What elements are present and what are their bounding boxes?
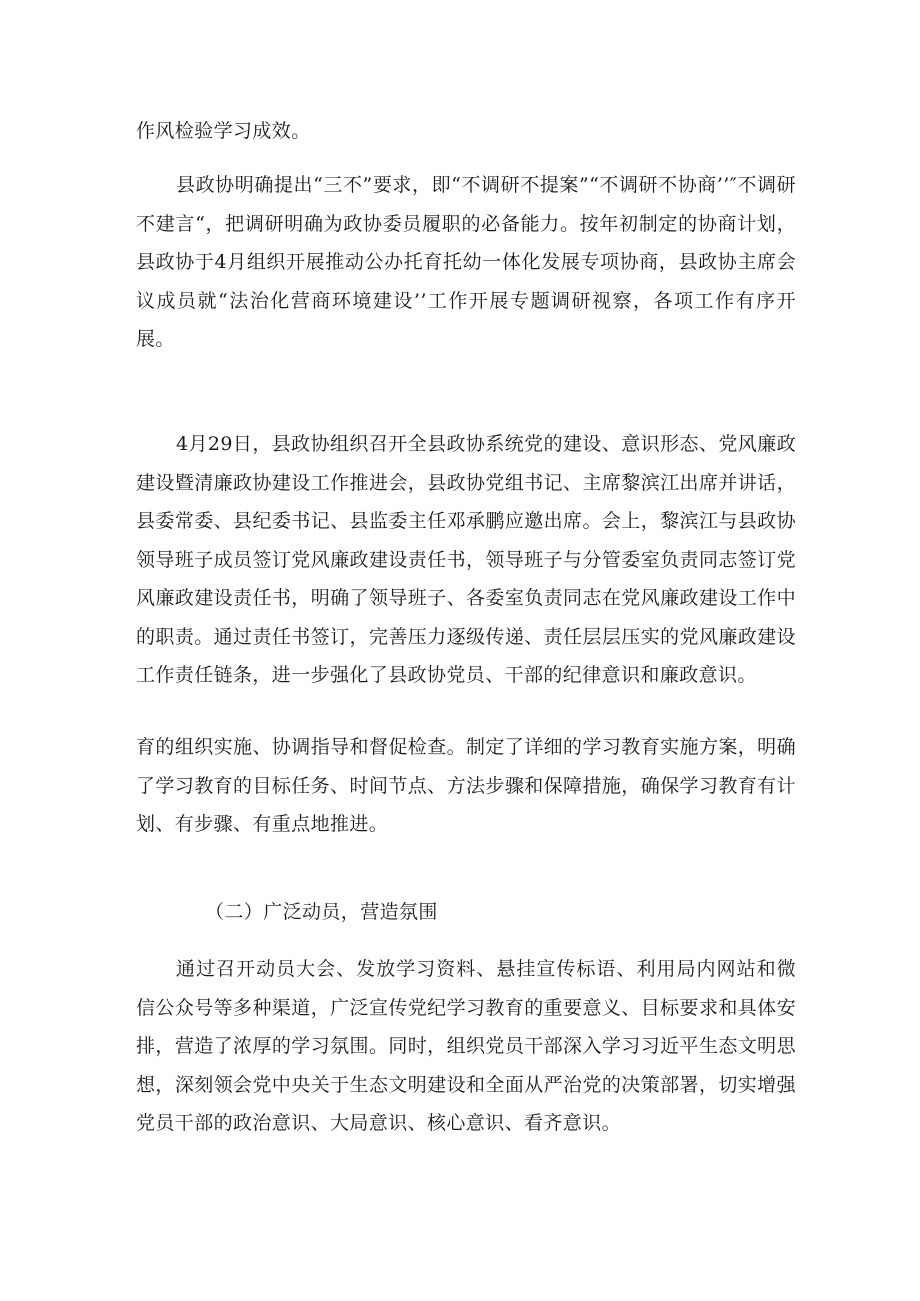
paragraph-study-implementation-plan: 育的组织实施、协调指导和督促检查。制定了详细的学习教育实施方案，明确了学习教育的目标任务、时间节点、方法步骤和保障措施，确保学习教育有计划、有步骤、有重点地推进。 bbox=[136, 736, 796, 835]
section-heading-mobilization: （二）广泛动员，营造氛围 bbox=[205, 901, 438, 923]
paragraph-three-no-requirements: 县政协明确提出“三不”要求，即“不调研不提案”“不调研不协商’’″不调研不建言“，把调研明确为政协委员履职的必备能力。按年初制定的协商计划，县政协于4月组织开展推动公办托育托幼一体化发展专项协商，县政协主席会议成员就“法治化营商环境建设’’工作开展专题调研视察，各项工作有序开展。 bbox=[136, 174, 796, 350]
paragraph-mobilization-atmosphere: 通过召开动员大会、发放学习资料、悬挂宣传标语、利用局内网站和微信公众号等多种渠道，广泛宣传党纪学习教育的重要意义、目标要求和具体安排，营造了浓厚的学习氛围。同时，组织党员干部深入学习习近平生态文明思想，深刻领会党中央关于生态文明建设和全面从严治党的决策部署，切实增强党员干部的政治意识、大局意识、核心意识、看齐意识。 bbox=[136, 958, 796, 1134]
paragraph-continuation-study-results: 作风检验学习成效。 bbox=[136, 120, 311, 142]
paragraph-april-29-meeting: 4月29日，县政协组织召开全县政协系统党的建设、意识形态、党风廉政建设暨清廉政协建设工作推进会，县政协党组书记、主席黎滨江出席并讲话，县委常委、县纪委书记、县监委主任邓承鹏应邀出席。会上，黎滨江与县政协领导班子成员签订党风廉政建设责任书，领导班子与分管委室负责同志签订党风廉政建设责任书，明确了领导班子、各委室负责同志在党风廉政建设工作中的职责。通过责任书签订，完善压力逐级传递、责任层层压实的党风廉政建设工作责任链条，进一步强化了县政协党员、干部的纪律意识和廉政意识。 bbox=[136, 433, 796, 686]
